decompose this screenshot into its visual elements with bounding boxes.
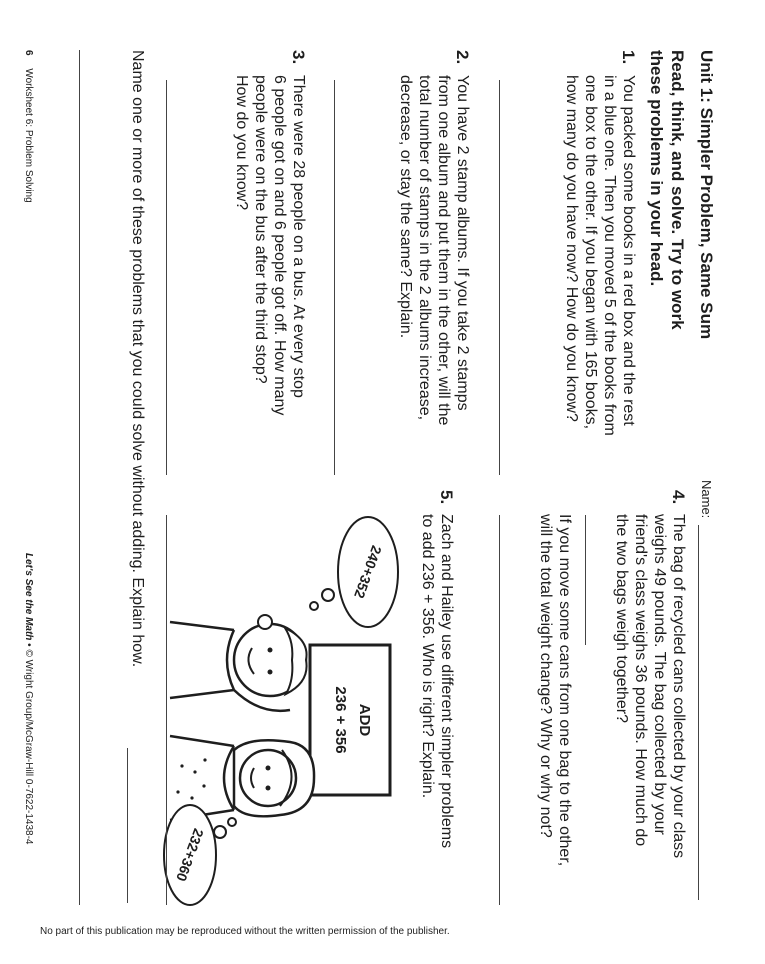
publisher-credit xyxy=(23,553,34,845)
problem-1-number: 1. xyxy=(619,50,638,65)
board-line-1: ADD xyxy=(356,703,373,737)
reproduction-notice: No part of this publication may be reproduced without the written permission of the publisher. xyxy=(40,926,450,937)
problem-5-text: Zach and Hailey use different simpler problems to add 236 + 356. Who is right? Explain. xyxy=(419,514,455,849)
zach-bubble-text: 240+352 xyxy=(351,543,385,601)
problem-2-number: 2. xyxy=(453,50,472,65)
problem-5-number: 5. xyxy=(437,490,456,505)
instructions: Read, think, and solve. Try to work these problems in your head. xyxy=(647,50,687,330)
hailey-bubble-text: 232+360 xyxy=(173,826,207,884)
worksheet-page xyxy=(20,20,720,920)
zach-and-hailey-illustration xyxy=(160,510,410,910)
problem-4-followup: If you move some cans from one bag to the other, will the total weight change? Why or why not? xyxy=(537,514,573,867)
problem-2-answer-line[interactable] xyxy=(334,80,335,475)
board-line-2: 236 + 356 xyxy=(332,686,349,754)
problem-3-number: 3. xyxy=(289,50,308,65)
worksheet-title: Unit 1: Simpler Problem, Same Sum xyxy=(697,50,716,340)
copyright-text: • © Wright Group/McGraw-Hill 0-7622-1438-4 xyxy=(23,640,34,845)
closing-answer-line-2[interactable] xyxy=(79,50,80,905)
worksheet-label: Worksheet 6: Problem Solving xyxy=(23,68,34,203)
closing-prompt: Name one or more of these problems that you could solve without adding. Explain how. xyxy=(129,50,146,668)
brand-name: Let's See the Math xyxy=(23,553,34,641)
name-label: Name: xyxy=(699,480,714,519)
problem-4-text: The bag of recycled cans collected by your class weighs 49 pounds. The bag collected by your friend's class weighs 36 pounds. How much do the two bags weigh together? xyxy=(613,514,687,859)
zach-thought-bubble xyxy=(310,517,398,627)
problem-4-total-line[interactable] xyxy=(585,515,586,645)
name-line[interactable] xyxy=(698,525,699,900)
hailey-thought-bubble xyxy=(164,805,236,905)
problem-5-answer-line[interactable] xyxy=(166,515,167,905)
problem-3-answer-line[interactable] xyxy=(166,80,167,475)
problem-1-text: You packed some books in a red box and the rest in a blue one. Then you moved 5 of the books from one box to the other. If you began with 165 books, how many do you have now? How do you know? xyxy=(563,75,637,436)
problem-1-answer-line[interactable] xyxy=(499,80,500,475)
problem-3-text: There were 28 people on a bus. At every stop 6 people got on and 6 people got off. How many people were on the bus after the third stop? How do you know? xyxy=(233,75,307,416)
chalkboard xyxy=(310,645,390,795)
zach-figure xyxy=(170,615,307,711)
closing-answer-line-1[interactable] xyxy=(127,748,128,903)
page-number: 6 xyxy=(23,50,34,56)
problem-2-text: You have 2 stamp albums. If you take 2 stamps from one album and put them in the other, will the total number of stamps in the 2 albums increase, decrease, or stay the same? Explain. xyxy=(397,75,471,426)
page-info xyxy=(23,50,34,203)
problem-4-number: 4. xyxy=(669,490,688,505)
problem-4-answer-line[interactable] xyxy=(499,515,500,905)
